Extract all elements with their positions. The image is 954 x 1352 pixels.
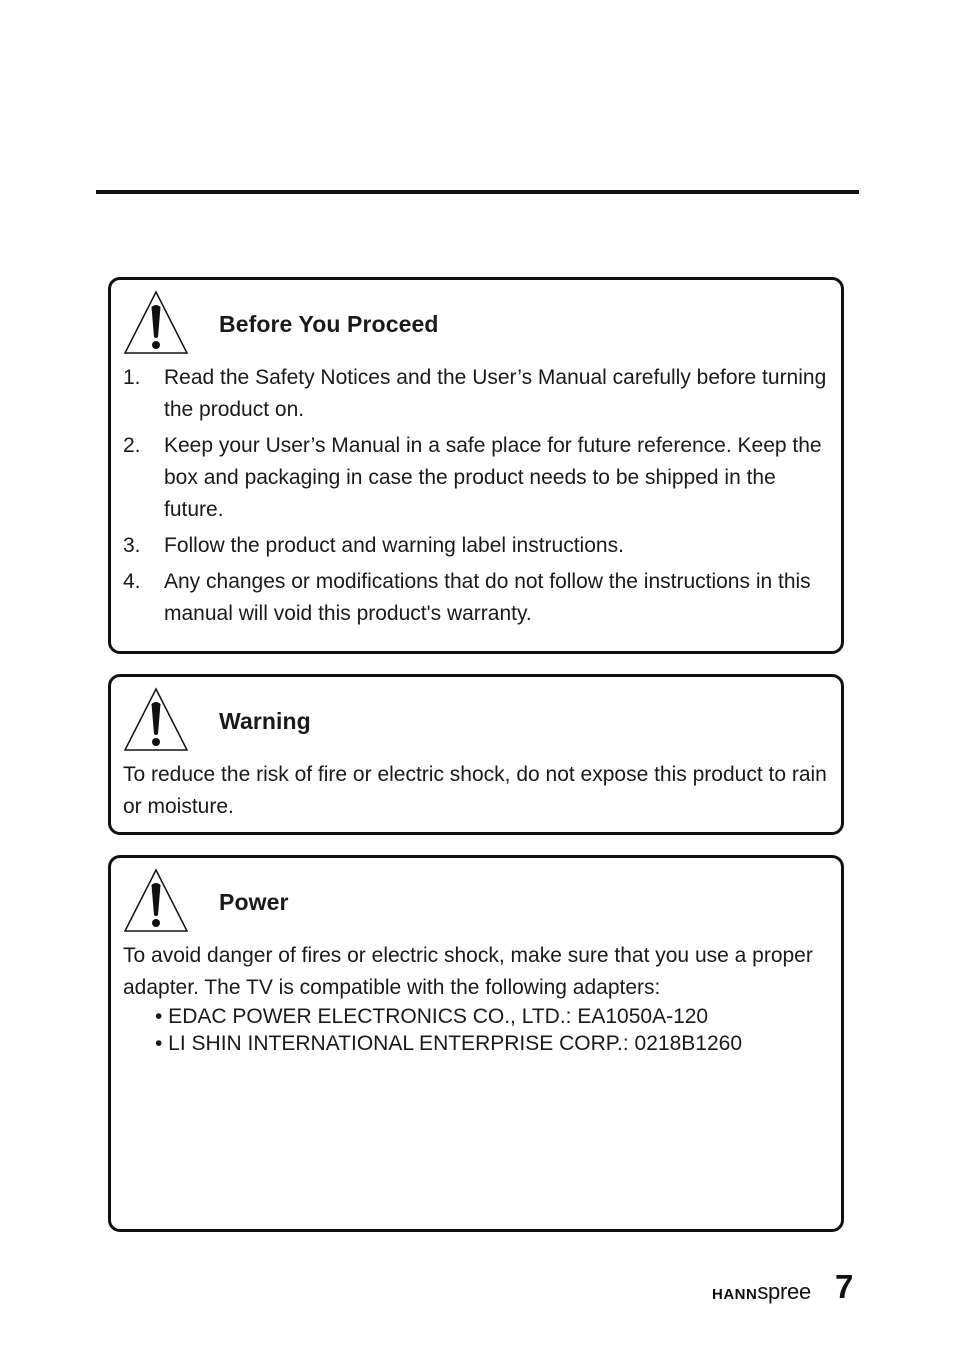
list-item xyxy=(123,362,833,426)
power-text: To avoid danger of fires or electric shock, make sure that you use a proper adapter. The TV is compatible with the following adapters: xyxy=(123,944,813,999)
list-number: 2. xyxy=(123,434,141,457)
list-text: Read the Safety Notices and the User’s Manual carefully before turning the product on. xyxy=(164,366,827,421)
adapter-item: • EDAC POWER ELECTRONICS CO., LTD.: EA1050A-120 xyxy=(155,1005,709,1028)
list-number: 3. xyxy=(123,534,141,557)
section-title: Before You Proceed xyxy=(219,311,439,337)
list-text: Follow the product and warning label instructions. xyxy=(164,534,624,557)
warning-text: To reduce the risk of fire or electric shock, do not expose this product to rain or moisture. xyxy=(123,763,827,818)
list-item xyxy=(123,566,833,630)
list-text: Any changes or modifications that do not follow the instructions in this manual will void this product's warranty. xyxy=(164,570,811,625)
section-title: Power xyxy=(219,889,289,915)
warning-triangle-icon xyxy=(123,687,189,753)
top-divider xyxy=(96,190,859,194)
warning-box xyxy=(108,674,844,835)
adapter-item: • LI SHIN INTERNATIONAL ENTERPRISE CORP.: 0218B1260 xyxy=(155,1032,742,1055)
brand-logo-bold: HANN xyxy=(712,1286,758,1303)
list-number: 1. xyxy=(123,366,141,389)
brand-logo xyxy=(712,1279,811,1305)
list-item xyxy=(123,530,833,562)
page-number: 7 xyxy=(835,1268,854,1305)
power-box xyxy=(108,855,844,1232)
list-text: Keep your User’s Manual in a safe place for future reference. Keep the box and packaging in case the product needs to be shipped in the future. xyxy=(164,434,822,521)
list-number: 4. xyxy=(123,570,141,593)
adapter-list xyxy=(155,1003,742,1057)
warning-triangle-icon xyxy=(123,868,189,934)
brand-logo-light: spree xyxy=(757,1279,811,1304)
before-you-proceed-box xyxy=(108,277,844,654)
list-item xyxy=(123,430,833,526)
proceed-list xyxy=(123,362,833,634)
section-title: Warning xyxy=(219,708,311,734)
warning-triangle-icon xyxy=(123,290,189,356)
